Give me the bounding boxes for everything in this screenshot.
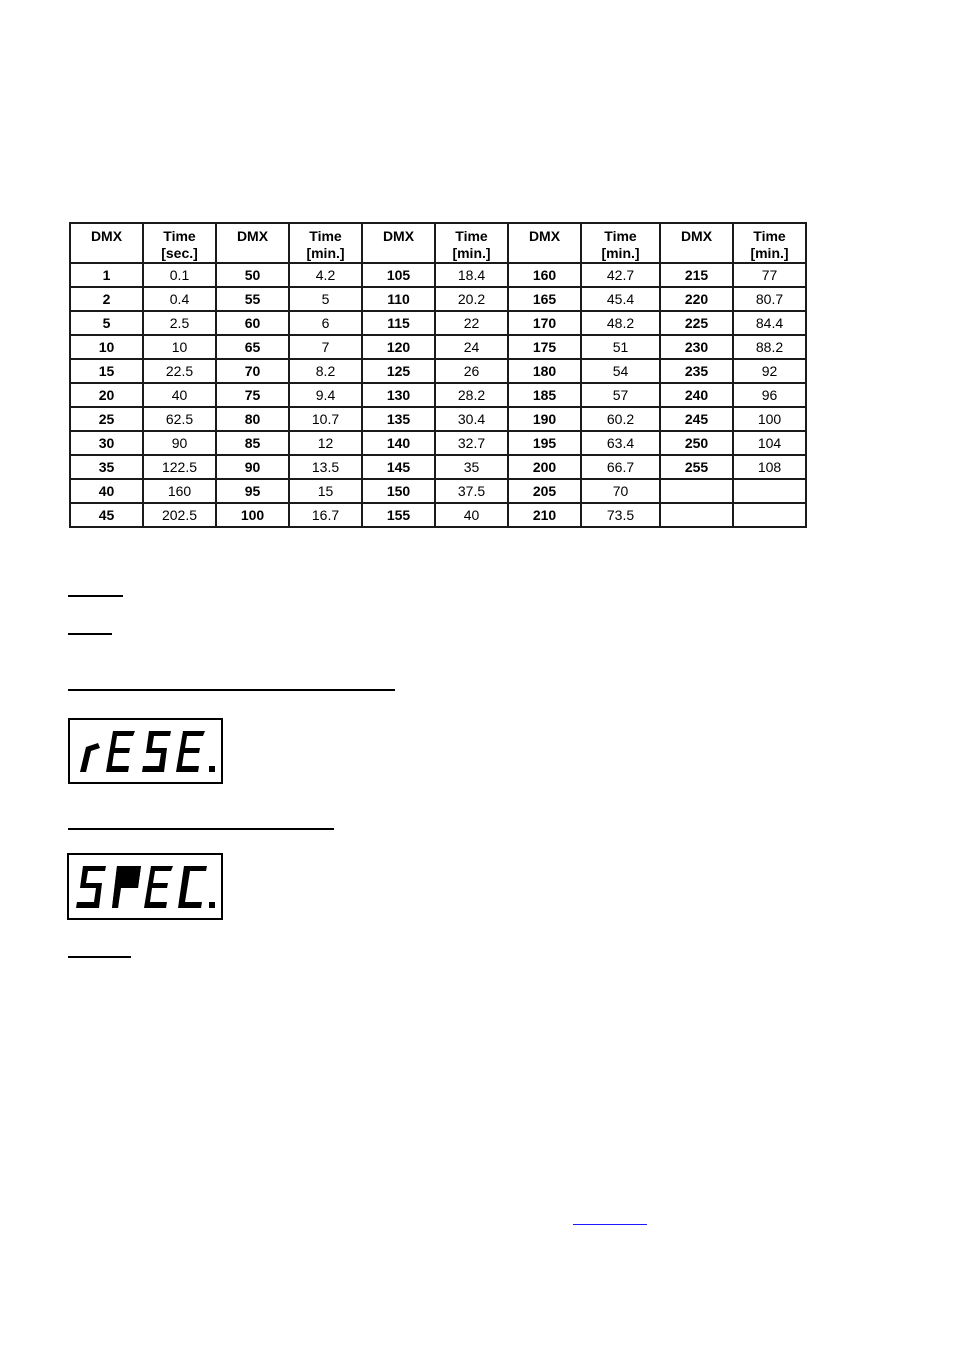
time-value-cell: 32.7 [435, 431, 508, 455]
dmx-value-cell: 220 [660, 287, 733, 311]
dmx-value-cell: 25 [70, 407, 143, 431]
heading-underline-4 [68, 828, 334, 830]
dmx-value-cell: 190 [508, 407, 581, 431]
spec-segments [69, 855, 221, 918]
dmx-value-cell: 160 [508, 263, 581, 287]
column-header-line1: Time [309, 228, 342, 244]
column-header [362, 223, 435, 263]
dmx-value-cell: 60 [216, 311, 289, 335]
time-value-cell: 122.5 [143, 455, 216, 479]
table-row [70, 335, 806, 359]
table-row [70, 383, 806, 407]
dmx-value-cell: 90 [216, 455, 289, 479]
dmx-value-cell: 195 [508, 431, 581, 455]
dmx-value-cell: 55 [216, 287, 289, 311]
dmx-value-cell: 75 [216, 383, 289, 407]
time-value-cell: 0.4 [143, 287, 216, 311]
dmx-value-cell: 210 [508, 503, 581, 527]
table-row [70, 359, 806, 383]
time-value-cell: 96 [733, 383, 806, 407]
time-value-cell: 54 [581, 359, 660, 383]
table-row [70, 311, 806, 335]
time-value-cell: 62.5 [143, 407, 216, 431]
dmx-value-cell: 150 [362, 479, 435, 503]
dmx-value-cell: 10 [70, 335, 143, 359]
heading-underline-5 [68, 956, 131, 958]
dmx-value-cell: 235 [660, 359, 733, 383]
time-value-cell: 42.7 [581, 263, 660, 287]
dmx-time-table [69, 222, 807, 528]
dmx-value-cell: 245 [660, 407, 733, 431]
time-value-cell: 20.2 [435, 287, 508, 311]
column-header-line1: DMX [236, 228, 269, 244]
dmx-value-cell: 145 [362, 455, 435, 479]
time-value-cell: 63.4 [581, 431, 660, 455]
time-value-cell: 73.5 [581, 503, 660, 527]
time-value-cell: 24 [435, 335, 508, 359]
column-header [435, 223, 508, 263]
dmx-value-cell: 40 [70, 479, 143, 503]
reset-display [68, 718, 223, 784]
time-value-cell: 2.5 [143, 311, 216, 335]
table-row [70, 455, 806, 479]
dmx-value-cell: 95 [216, 479, 289, 503]
dmx-value-cell: 230 [660, 335, 733, 359]
time-value-cell: 15 [289, 479, 362, 503]
dmx-value-cell: 180 [508, 359, 581, 383]
dmx-value-cell: 140 [362, 431, 435, 455]
column-header [581, 223, 660, 263]
column-header-line1: DMX [680, 228, 713, 244]
table-row [70, 479, 806, 503]
time-value-cell: 16.7 [289, 503, 362, 527]
column-header-line1: Time [455, 228, 488, 244]
heading-underline-3 [68, 689, 395, 691]
time-value-cell: 30.4 [435, 407, 508, 431]
dmx-value-cell: 165 [508, 287, 581, 311]
dmx-value-cell: 2 [70, 287, 143, 311]
dmx-value-cell: 130 [362, 383, 435, 407]
time-value-cell: 5 [289, 287, 362, 311]
dmx-value-cell: 65 [216, 335, 289, 359]
time-value-cell: 6 [289, 311, 362, 335]
dmx-value-cell: 85 [216, 431, 289, 455]
time-value-cell: 80.7 [733, 287, 806, 311]
time-value-cell: 51 [581, 335, 660, 359]
column-header [70, 223, 143, 263]
time-value-cell: 22.5 [143, 359, 216, 383]
time-value-cell: 84.4 [733, 311, 806, 335]
dmx-value-cell: 125 [362, 359, 435, 383]
dmx-value-cell: 30 [70, 431, 143, 455]
time-value-cell: 66.7 [581, 455, 660, 479]
time-value-cell: 22 [435, 311, 508, 335]
dmx-value-cell: 50 [216, 263, 289, 287]
time-value-cell [733, 503, 806, 527]
dmx-value-cell: 100 [216, 503, 289, 527]
time-value-cell: 100 [733, 407, 806, 431]
time-value-cell: 28.2 [435, 383, 508, 407]
column-header-line2: [min.] [306, 245, 345, 261]
dmx-value-cell: 225 [660, 311, 733, 335]
dmx-value-cell: 70 [216, 359, 289, 383]
dmx-value-cell: 115 [362, 311, 435, 335]
time-value-cell: 26 [435, 359, 508, 383]
dmx-value-cell: 135 [362, 407, 435, 431]
column-header-line1: Time [163, 228, 196, 244]
dmx-value-cell: 20 [70, 383, 143, 407]
time-value-cell: 8.2 [289, 359, 362, 383]
time-value-cell: 88.2 [733, 335, 806, 359]
spec-display [67, 853, 223, 920]
time-value-cell: 10 [143, 335, 216, 359]
heading-underline-1 [68, 595, 123, 597]
time-value-cell: 12 [289, 431, 362, 455]
dmx-value-cell: 255 [660, 455, 733, 479]
dmx-value-cell: 45 [70, 503, 143, 527]
column-header-line1: DMX [382, 228, 415, 244]
column-header-line2: [sec.] [161, 245, 198, 261]
time-value-cell: 90 [143, 431, 216, 455]
time-value-cell: 35 [435, 455, 508, 479]
time-value-cell [733, 479, 806, 503]
column-header [289, 223, 362, 263]
column-header-line1: Time [604, 228, 637, 244]
time-value-cell: 70 [581, 479, 660, 503]
dmx-value-cell: 120 [362, 335, 435, 359]
dmx-value-cell: 35 [70, 455, 143, 479]
table-header-row [70, 223, 806, 263]
time-value-cell: 7 [289, 335, 362, 359]
dmx-value-cell: 185 [508, 383, 581, 407]
table-row [70, 287, 806, 311]
dmx-value-cell: 15 [70, 359, 143, 383]
table-row [70, 263, 806, 287]
time-value-cell: 4.2 [289, 263, 362, 287]
dmx-value-cell: 105 [362, 263, 435, 287]
time-value-cell: 40 [435, 503, 508, 527]
time-value-cell: 77 [733, 263, 806, 287]
dmx-value-cell: 240 [660, 383, 733, 407]
column-header-line1: Time [753, 228, 786, 244]
time-value-cell: 92 [733, 359, 806, 383]
time-value-cell: 60.2 [581, 407, 660, 431]
dmx-value-cell: 1 [70, 263, 143, 287]
column-header-line2: [min.] [601, 245, 640, 261]
time-value-cell: 104 [733, 431, 806, 455]
table-row [70, 503, 806, 527]
table-row [70, 431, 806, 455]
dmx-value-cell: 215 [660, 263, 733, 287]
time-value-cell: 18.4 [435, 263, 508, 287]
dmx-value-cell [660, 503, 733, 527]
column-header [143, 223, 216, 263]
time-value-cell: 160 [143, 479, 216, 503]
dmx-value-cell: 5 [70, 311, 143, 335]
time-value-cell: 202.5 [143, 503, 216, 527]
table-body [70, 263, 806, 527]
time-value-cell: 108 [733, 455, 806, 479]
column-header [733, 223, 806, 263]
column-header-line2: [min.] [452, 245, 491, 261]
column-header-line1: DMX [90, 228, 123, 244]
table-row [70, 407, 806, 431]
time-value-cell: 48.2 [581, 311, 660, 335]
dmx-value-cell: 200 [508, 455, 581, 479]
time-value-cell: 57 [581, 383, 660, 407]
dmx-value-cell: 80 [216, 407, 289, 431]
dmx-value-cell: 250 [660, 431, 733, 455]
dmx-value-cell: 155 [362, 503, 435, 527]
column-header [508, 223, 581, 263]
time-value-cell: 9.4 [289, 383, 362, 407]
time-value-cell: 0.1 [143, 263, 216, 287]
heading-underline-2 [68, 633, 112, 635]
column-header-line1: DMX [528, 228, 561, 244]
dmx-value-cell: 170 [508, 311, 581, 335]
column-header [216, 223, 289, 263]
time-value-cell: 37.5 [435, 479, 508, 503]
dmx-value-cell: 205 [508, 479, 581, 503]
dmx-value-cell: 175 [508, 335, 581, 359]
time-value-cell: 45.4 [581, 287, 660, 311]
time-value-cell: 40 [143, 383, 216, 407]
dmx-value-cell [660, 479, 733, 503]
column-header [660, 223, 733, 263]
column-header-line2: [min.] [750, 245, 789, 261]
time-value-cell: 10.7 [289, 407, 362, 431]
footer-link-underline[interactable] [573, 1224, 647, 1225]
dmx-value-cell: 110 [362, 287, 435, 311]
time-value-cell: 13.5 [289, 455, 362, 479]
reset-segments [70, 720, 221, 782]
